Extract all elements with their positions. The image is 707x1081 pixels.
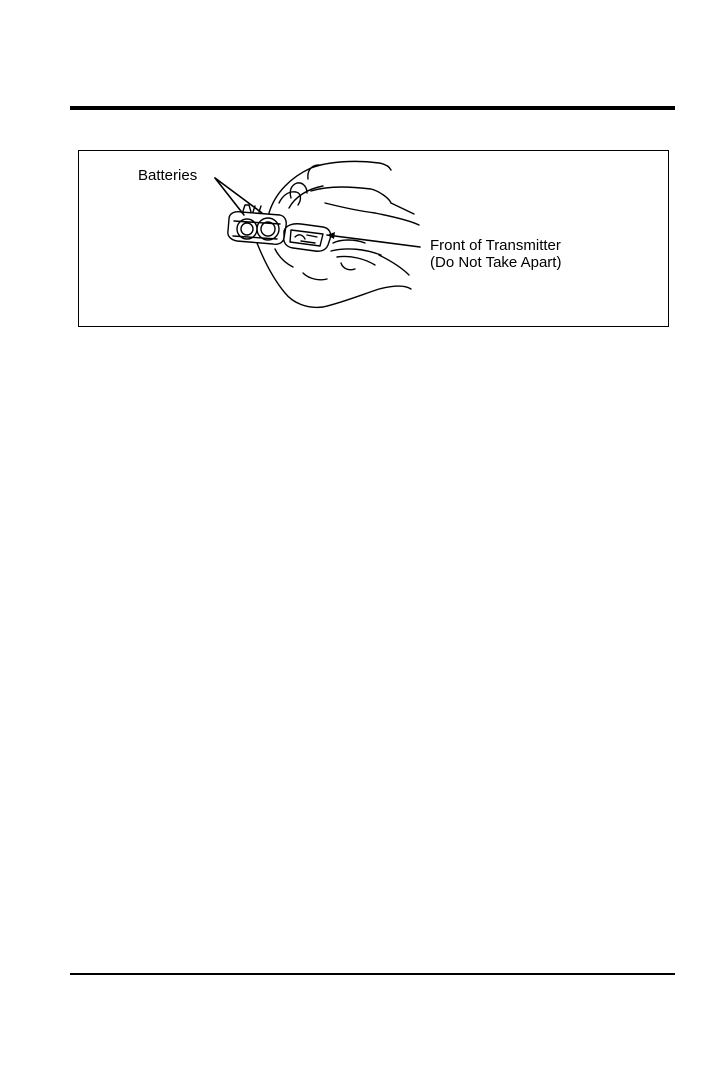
figure-battery-replacement — [78, 150, 669, 327]
callout-front-of-transmitter — [430, 237, 561, 271]
transmitter-case — [228, 205, 286, 244]
header-rule — [70, 106, 675, 110]
upper-hand — [269, 161, 419, 225]
lower-hand — [257, 240, 411, 307]
transmitter-front — [284, 224, 331, 251]
callout-front-line1: Front of Transmitter — [430, 237, 561, 254]
callout-front-line2: (Do Not Take Apart) — [430, 254, 562, 271]
footer-rule — [70, 973, 675, 975]
callout-batteries: Batteries — [138, 167, 198, 184]
